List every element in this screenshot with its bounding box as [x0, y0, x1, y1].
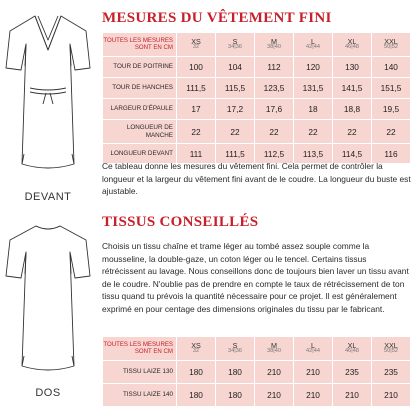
table-cell: 112,5 — [255, 144, 294, 164]
table-cell: 22 — [255, 120, 294, 144]
row-label: TISSU LAIZE 140 — [103, 384, 177, 407]
table-cell: 17 — [177, 99, 216, 120]
fabrics-title: TISSUS CONSEILLÉS — [102, 214, 259, 230]
table-cell: 116 — [372, 144, 411, 164]
table-cell: 19,5 — [372, 99, 411, 120]
table-cell: 22 — [294, 120, 333, 144]
table-row — [103, 99, 411, 120]
table-cell: 111,5 — [216, 144, 255, 164]
table-cell: 130 — [333, 57, 372, 78]
table-cell: 210 — [294, 361, 333, 384]
table-cell: 210 — [372, 384, 411, 407]
size-header-xxl: XXL 50|52 — [372, 337, 411, 361]
measures-title: MESURES DU VÊTEMENT FINI — [102, 10, 332, 26]
table-row — [103, 361, 411, 384]
table-row — [103, 78, 411, 99]
table-row — [103, 57, 411, 78]
size-header-xxl: XXL 50|52 — [372, 33, 411, 57]
fabrics-table — [102, 336, 411, 407]
back-view-label: DOS — [35, 387, 61, 399]
table-cell: 210 — [255, 361, 294, 384]
row-label: LONGUEUR DE MANCHE — [103, 120, 177, 144]
size-header-s: S 34|36 — [216, 337, 255, 361]
table-cell: 104 — [216, 57, 255, 78]
table-cell: 115,5 — [216, 78, 255, 99]
measures-note: Ce tableau donne les mesures du vêtement fini. Cela permet de contrôler la longueur et la largeur du vêtement fini avant de le coudre. La longueur du buste est ajustable. — [102, 161, 411, 197]
size-header-xs: XS 32 — [177, 337, 216, 361]
table-cell: 151,5 — [372, 78, 411, 99]
table-cell: 141,5 — [333, 78, 372, 99]
table-cell: 22 — [216, 120, 255, 144]
size-header-s: S 34|36 — [216, 33, 255, 57]
table-row — [103, 120, 411, 144]
size-header-l: L 42|44 — [294, 337, 333, 361]
measures-table — [102, 32, 411, 164]
table-cell: 180 — [216, 384, 255, 407]
table-cell: 18 — [294, 99, 333, 120]
row-label: LARGEUR D'ÉPAULE — [103, 99, 177, 120]
measures-header-row — [103, 33, 411, 57]
size-header-xs: XS 32 — [177, 33, 216, 57]
table-cell: 235 — [372, 361, 411, 384]
table-cell: 131,5 — [294, 78, 333, 99]
dress-back-drawing — [0, 216, 96, 384]
size-header-m: M 38|40 — [255, 337, 294, 361]
table-cell: 210 — [294, 384, 333, 407]
table-cell: 210 — [333, 384, 372, 407]
dress-front-drawing — [0, 4, 96, 182]
table-cell: 17,2 — [216, 99, 255, 120]
fabrics-header-row — [103, 337, 411, 361]
table-cell: 22 — [177, 120, 216, 144]
measures-header-label: TOUTES LES MESURES SONT EN CM — [103, 33, 177, 57]
table-cell: 180 — [216, 361, 255, 384]
table-cell: 140 — [372, 57, 411, 78]
table-cell: 180 — [177, 361, 216, 384]
table-cell: 22 — [333, 120, 372, 144]
size-header-xl: XL 46|48 — [333, 33, 372, 57]
table-cell: 111,5 — [177, 78, 216, 99]
row-label: TOUR DE HANCHES — [103, 78, 177, 99]
row-label: TOUR DE POITRINE — [103, 57, 177, 78]
front-view-label: DEVANT — [24, 191, 72, 203]
table-cell: 112 — [255, 57, 294, 78]
table-cell: 17,6 — [255, 99, 294, 120]
row-label: TISSU LAIZE 130 — [103, 361, 177, 384]
table-cell: 100 — [177, 57, 216, 78]
table-cell: 180 — [177, 384, 216, 407]
table-cell: 111 — [177, 144, 216, 164]
table-cell: 210 — [255, 384, 294, 407]
back-dress-figure — [0, 216, 96, 399]
fabrics-header-label: TOUTES LES MESURES SONT EN CM — [103, 337, 177, 361]
table-cell: 114,5 — [333, 144, 372, 164]
size-header-l: L 42|44 — [294, 33, 333, 57]
size-header-xl: XL 46|48 — [333, 337, 372, 361]
front-dress-figure — [0, 4, 96, 203]
table-cell: 18,8 — [333, 99, 372, 120]
table-cell: 123,5 — [255, 78, 294, 99]
fabrics-paragraph: Choisis un tissu chaîne et trame léger au tombé assez souple comme la mousseline, la double-gaze, un coton léger ou le tencel. Certains tissus rétrécissent au lavage. Nous conseillons donc de toujours bien laver un tissu avant de le coudre. N'oublie pas de prendre en compte le taux de rétrécissement de ton tissu quand tu prévois la quantité nécessaire pour ce projet. Il est généralement exprimé en pour centage des dimensions originales du tissu par le fabricant. — [102, 241, 409, 314]
table-cell: 120 — [294, 57, 333, 78]
row-label: LONGUEUR DEVANT — [103, 144, 177, 164]
table-cell: 235 — [333, 361, 372, 384]
table-cell: 113,5 — [294, 144, 333, 164]
table-cell: 22 — [372, 120, 411, 144]
table-row — [103, 384, 411, 407]
size-header-m: M 38|40 — [255, 33, 294, 57]
